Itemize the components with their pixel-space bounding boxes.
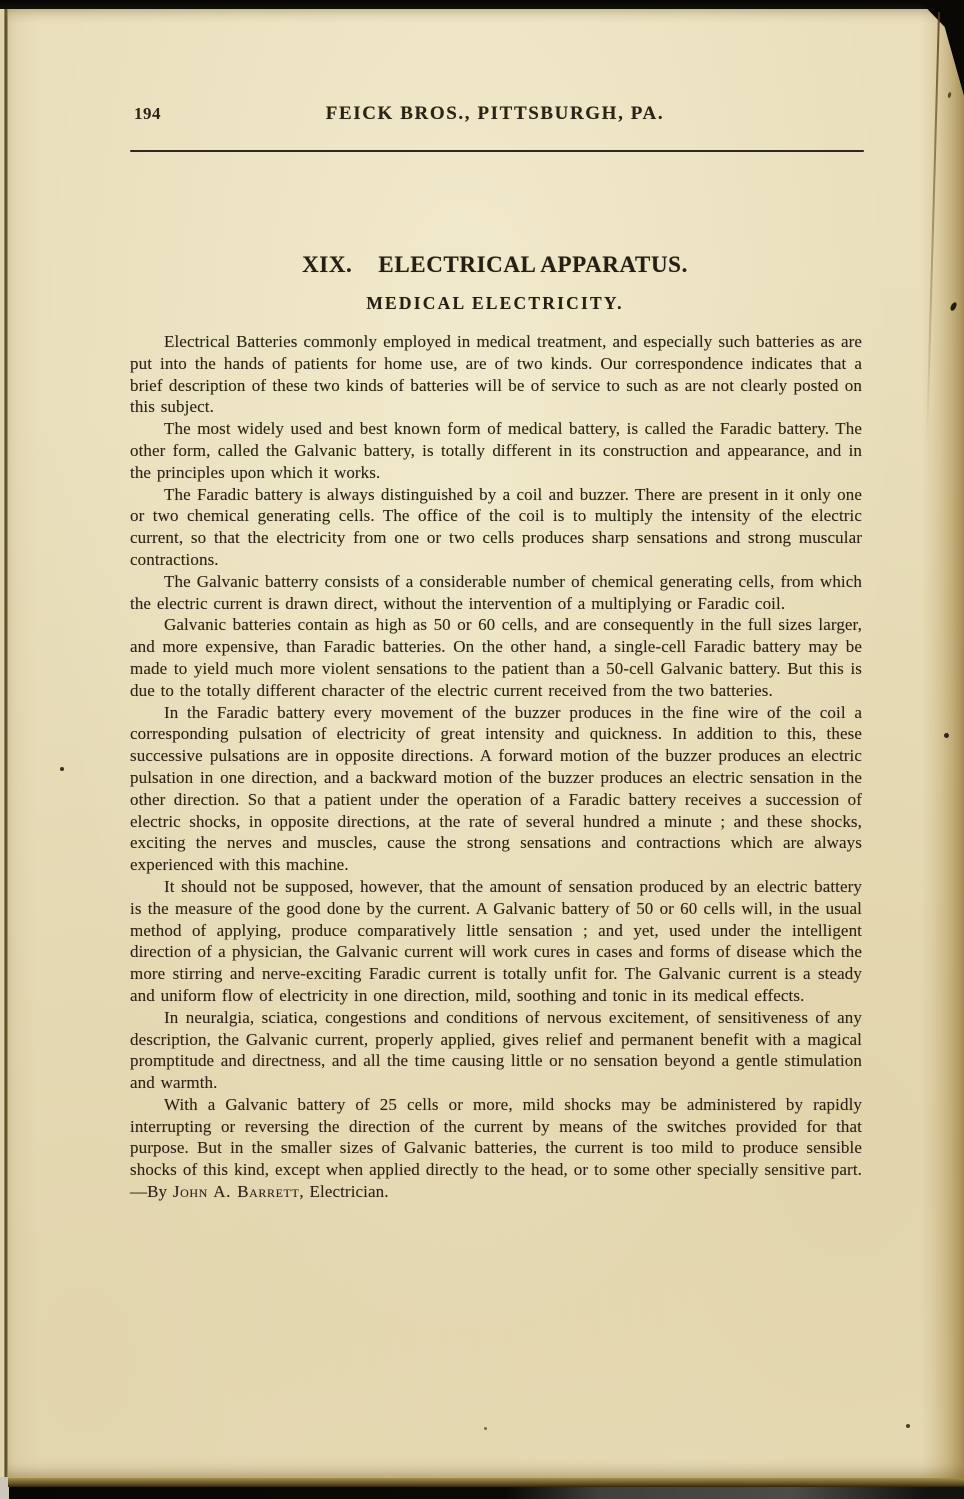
running-title: FEICK BROS., PITTSBURGH, PA. — [325, 103, 665, 124]
section-number: XIX. — [302, 252, 353, 277]
scan-speck — [944, 733, 949, 738]
scan-top-edge — [0, 0, 964, 9]
paragraph-7: It should not be supposed, however, that the amount of sensation produced by an electric battery is the measure of the good done by the current. A Galvanic battery of 50 or 60 cells will, in the usual method of applying, produce comparatively little sensation ; and yet, used under the intelligent direction of a physician, the Galvanic current will work cures in cases and forms of disease which the more stirring and nerve-exciting Faradic current is totally unfit for. The Galvanic current is a steady and uniform flow of electricity in one direction, mild, soothing and tonic in its medical effects. — [130, 876, 862, 1005]
paragraph-6: In the Faradic battery every movement of the buzzer produces in the fine wire of the coil a corresponding pulsation of electricity of great intensity and quickness. In addition to this, these successive pulsations are in opposite directions. A forward motion of the buzzer produces an electric pulsation in one direction, and a backward motion of the buzzer produces an electric sensation in the other direction. So that a patient under the operation of a Faradic battery receives a succession of electric shocks, in opposite directions, at the rate of several hundred a minute ; and these shocks, exciting the nerves and muscles, cause the strong sensations and contractions which are always experienced with this machine. — [130, 702, 862, 875]
paragraph-5: Galvanic batteries contain as high as 50 or 60 cells, and are consequently in the full sizes larger, and more expensive, than Faradic batteries. On the other hand, a single-cell Faradic battery may be made to yield much more violent sensations to the patient than a 50-cell Galvanic battery. But this is due to the totally different character of the electric current received from the two batteries. — [130, 615, 862, 700]
paragraph-8: In neuralgia, sciatica, congestions and conditions of nervous excitement, of sensitiveness of any description, the Galvanic current, properly applied, gives relief and permanent benefit with a magical promptitude and directness, and all the time causing little or no sensation beyond a gentle stimulation and warmth. — [130, 1007, 862, 1093]
catalog-page — [8, 9, 964, 1478]
header-rule — [130, 150, 864, 152]
section-heading — [126, 252, 864, 278]
paragraph-1: Electrical Batteries commonly employed in medical treatment, and especially such batteries as are put into the hands of patients for home use, are of two kinds. Our correspondence indicates that a brief description of these two kinds of batteries will be of service to such as are not clearly posted on this subject. — [130, 332, 862, 417]
section-title: ELECTRICAL APPARATUS. — [378, 252, 688, 277]
page-left-edge — [0, 8, 8, 1480]
paragraph-9 — [130, 1094, 862, 1203]
scan-speck — [60, 767, 64, 771]
page-number: 194 — [134, 104, 161, 123]
page-bottom-edge — [8, 1478, 964, 1487]
scan-bottom-edge — [9, 1487, 964, 1499]
scan-speck — [906, 1424, 910, 1428]
page-header — [126, 103, 864, 163]
paragraph-4: The Galvanic batterry consists of a considerable number of chemical generating cells, from which the electric current is drawn direct, without the intervention of a multiplying or Faradic coil. — [130, 571, 862, 613]
article-body — [130, 331, 862, 1203]
byline-suffix: , Electrician. — [299, 1182, 389, 1202]
scan-speck — [484, 1427, 487, 1430]
sub-heading: MEDICAL ELECTRICITY. — [366, 293, 624, 313]
closing-text: With a Galvanic battery of 25 cells or more, mild shocks may be administered by rapidly interrupting or reversing the direction of the current by means of the switches provided for that purpose. But in the smaller sizes of Galvanic batteries, the current is too mild to produce sensible shocks of this kind, except when applied directly to the head, or to some other specially sensitive part.—By — [130, 1094, 862, 1202]
paragraph-3: The Faradic battery is always distinguished by a coil and buzzer. There are present in it only one or two chemical generating cells. The office of the coil is to multiply the intensity of the electric current, so that the electricity from one or two cells produces sharp sensations and strong muscular contractions. — [130, 484, 862, 569]
byline-name: John A. Barrett — [172, 1182, 300, 1202]
paragraph-2: The most widely used and best known form of medical battery, is called the Faradic battery. The other form, called the Galvanic battery, is totally different in its construction and appearance, and in the principles upon which it works. — [130, 419, 862, 482]
